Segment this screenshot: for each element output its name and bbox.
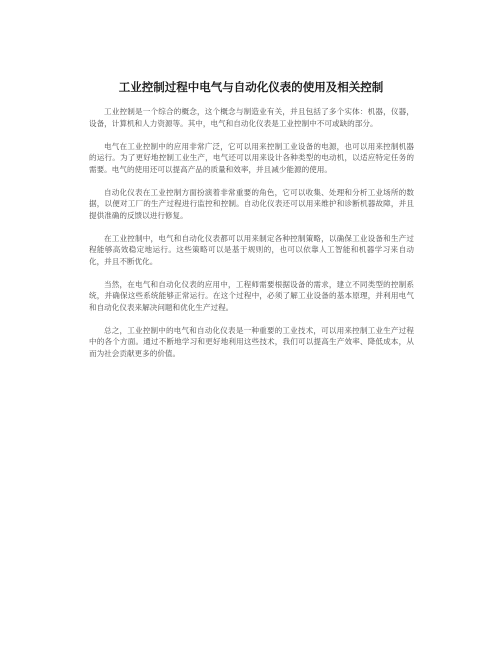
- paragraph-control-strategy: 在工业控制中，电气和自动化仪表都可以用来制定各种控制策略，以确保工业设备和生产过程能够高效稳定地运行。这些策略可以是基于规则的，也可以依靠人工智能和机器学习来自动化，并且不断优化。: [89, 233, 414, 266]
- paragraph-engineering: 当然，在电气和自动化仪表的应用中，工程师需要根据设备的需求，建立不同类型的控制系统，并确保这些系统能够正常运行。在这个过程中，必须了解工业设备的基本原理，并利用电气和自动化仪表来解决问题和优化生产过程。: [89, 279, 414, 312]
- paragraph-instrumentation: 自动化仪表在工业控制方面扮演着非常重要的角色，它可以收集、处理和分析工业场所的数据，以便对工厂的生产过程进行监控和控制。自动化仪表还可以用来维护和诊断机器故障，并且提供准确的反馈以进行修复。: [89, 187, 414, 220]
- document-body: [89, 106, 414, 371]
- paragraph-electrical: 电气在工业控制中的应用非常广泛，它可以用来控制工业设备的电源，也可以用来控制机器的运行。为了更好地控制工业生产，电气还可以用来设计各种类型的电动机，以适应特定任务的需要。电气的使用还可以提高产品的质量和效率，并且减少能源的使用。: [89, 141, 414, 174]
- paragraph-intro: 工业控制是一个综合的概念，这个概念与制造业有关，并且包括了多个实体：机器，仪器，设备，计算机和人力资源等。其中，电气和自动化仪表是工业控制中不可或缺的部分。: [89, 107, 414, 128]
- document-title: 工业控制过程中电气与自动化仪表的使用及相关控制: [118, 80, 384, 94]
- paragraph-conclusion: 总之，工业控制中的电气和自动化仪表是一种重要的工业技术，可以用来控制工业生产过程中的各个方面。通过不断地学习和更好地利用这些技术，我们可以提高生产效率、降低成本，从而为社会贡献更多的价值。: [89, 325, 414, 358]
